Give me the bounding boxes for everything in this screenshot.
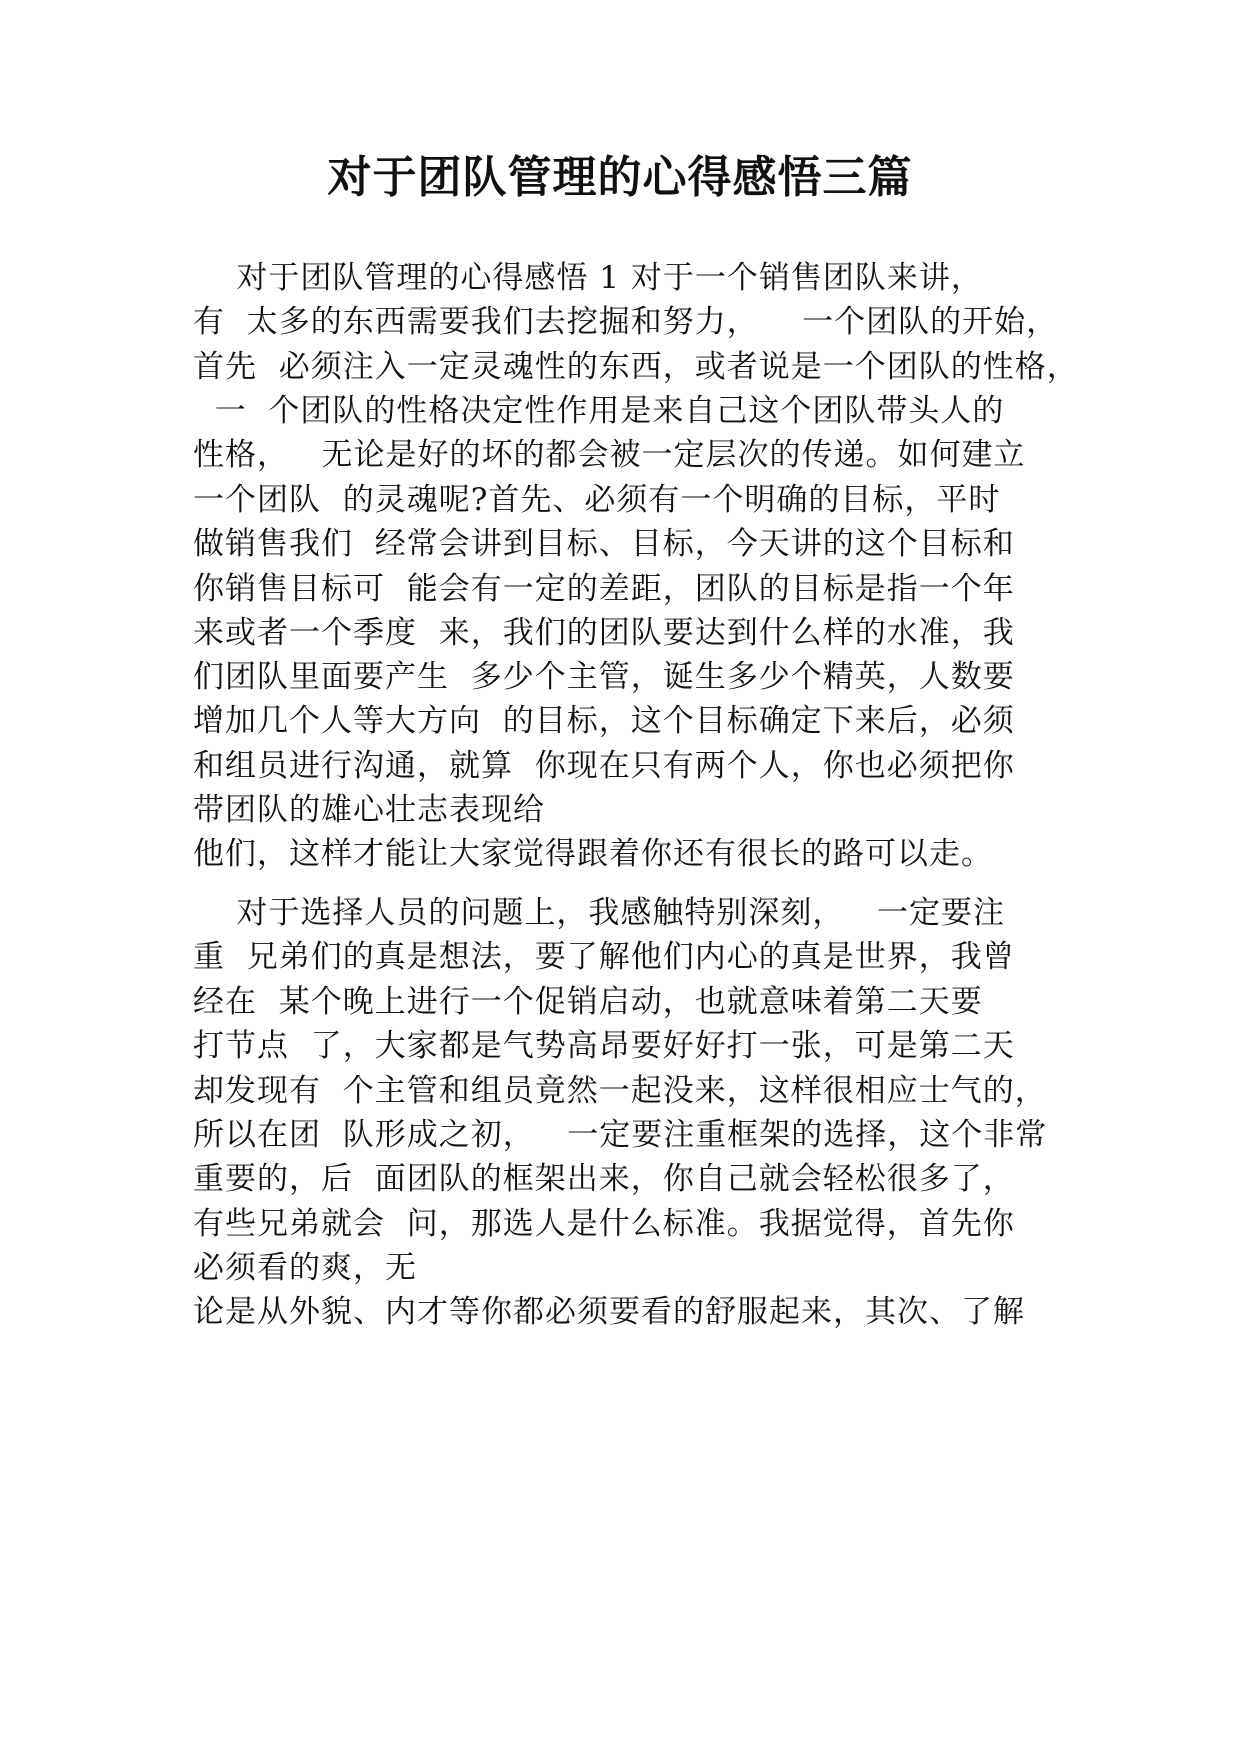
body-line-10: 们团队里面要产生 多少个主管，诞生多少个精英，人数要: [193, 659, 1015, 695]
body-line-12: 和组员进行沟通，就算 你现在只有两个人，你也必须把你: [193, 748, 1015, 784]
body-line-17: 经在 某个晚上进行一个促销启动，也就意味着第二天要: [193, 984, 983, 1020]
body-line-3: 首先 必须注入一定灵魂性的东西，或者说是一个团队的性格，: [193, 349, 1079, 385]
body-line-24: 论是从外貌、内才等你都必须要看的舒服起来，其次、了解: [193, 1294, 1025, 1330]
body-line-23: 必须看的爽，无: [193, 1250, 417, 1286]
body-line-18: 打节点 了，大家都是气势高昂要好好打一张，可是第二天: [193, 1028, 1015, 1064]
body-line-1: 对于团队管理的心得感悟 1 对于一个销售团队来讲，: [193, 260, 983, 296]
body-line-20: 所以在团 队形成之初， 一定要注重框架的选择，这个非常: [193, 1117, 1048, 1153]
body-line-4: 一 个团队的性格决定性作用是来自己这个团队带头人的: [193, 393, 1005, 429]
body-line-19: 却发现有 个主管和组员竟然一起没来，这样很相应士气的，: [193, 1073, 1047, 1109]
document-title: 对于团队管理的心得感悟三篇: [327, 152, 913, 203]
body-line-11: 增加几个人等大方向 的目标，这个目标确定下来后，必须: [193, 703, 1015, 739]
body-line-22: 有些兄弟就会 问，那选人是什么标准。我据觉得，首先你: [193, 1206, 1015, 1242]
body-line-2: 有 太多的东西需要我们去挖掘和努力， 一个团队的开始，: [193, 304, 1059, 340]
body-line-21: 重要的，后 面团队的框架出来，你自己就会轻松很多了，: [193, 1161, 1015, 1197]
body-line-5: 性格， 无论是好的坏的都会被一定层次的传递。如何建立: [193, 437, 1026, 473]
body-line-6: 一个团队 的灵魂呢?首先、必须有一个明确的目标，平时: [193, 482, 1001, 518]
body-line-16: 重 兄弟们的真是想法，要了解他们内心的真是世界，我曾: [193, 939, 1015, 975]
body-line-13: 带团队的雄心壮志表现给: [193, 792, 545, 828]
body-line-9: 来或者一个季度 来，我们的团队要达到什么样的水准，我: [193, 615, 1015, 651]
body-line-8: 你销售目标可 能会有一定的差距，团队的目标是指一个年: [193, 571, 1015, 607]
body-line-14: 他们，这样才能让大家觉得跟着你还有很长的路可以走。: [193, 836, 993, 872]
body-line-15: 对于选择人员的问题上，我感触特别深刻， 一定要注: [193, 895, 1005, 931]
body-line-7: 做销售我们 经常会讲到目标、目标，今天讲的这个目标和: [193, 526, 1015, 562]
